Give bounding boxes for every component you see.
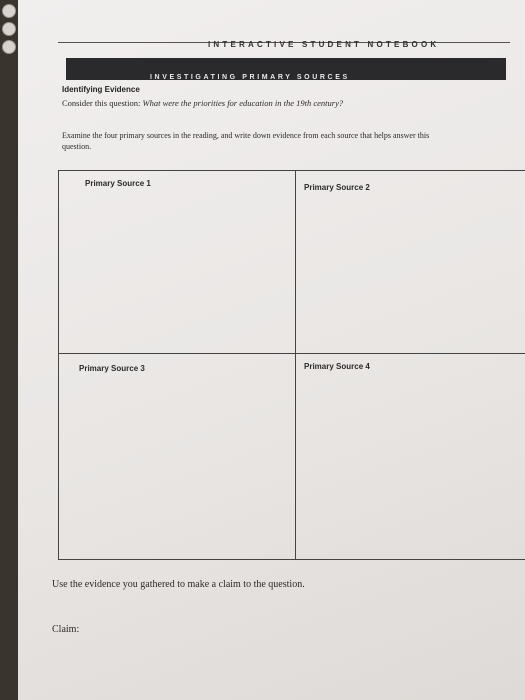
- evidence-cell-3[interactable]: [59, 354, 295, 559]
- guiding-question: [62, 98, 502, 108]
- question-text: What were the priorities for education in the 19th century?: [142, 98, 344, 108]
- question-prefix: Consider this question:: [62, 98, 143, 108]
- instructions: Examine the four primary sources in the reading, and write down evidence from each source that helps answer this question.: [62, 131, 430, 151]
- binder-hole: [2, 22, 16, 36]
- binder-hole: [2, 40, 16, 54]
- claim-label[interactable]: Claim:: [52, 624, 80, 635]
- binder-holes: [0, 0, 18, 60]
- evidence-cell-4[interactable]: [296, 354, 525, 559]
- evidence-grid: [58, 170, 525, 560]
- evidence-cell-2[interactable]: [296, 171, 525, 353]
- cell-label: Primary Source 2: [304, 183, 370, 192]
- cell-label: Primary Source 1: [85, 179, 151, 188]
- cell-label: Primary Source 3: [79, 364, 145, 373]
- cell-label: Primary Source 4: [304, 362, 370, 371]
- section-banner-text: INVESTIGATING PRIMARY SOURCES: [150, 74, 350, 81]
- binder-hole: [2, 4, 16, 18]
- notebook-title: INTERACTIVE STUDENT NOTEBOOK: [208, 40, 440, 49]
- worksheet-page: [18, 0, 525, 700]
- claim-instruction: Use the evidence you gathered to make a claim to the question.: [52, 579, 305, 590]
- evidence-cell-1[interactable]: [59, 171, 295, 353]
- section-heading: Identifying Evidence: [62, 85, 140, 94]
